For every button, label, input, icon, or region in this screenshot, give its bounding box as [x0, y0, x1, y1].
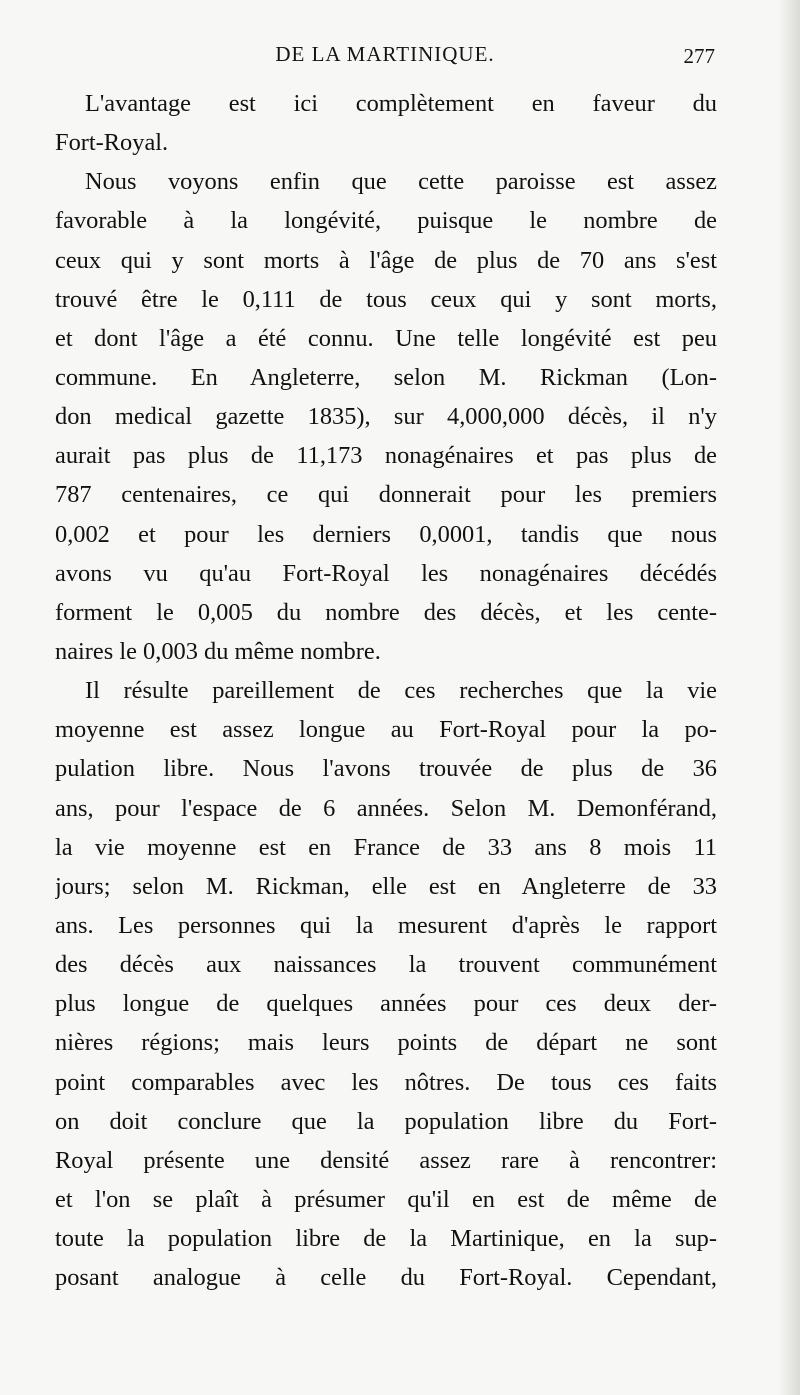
- text-line: ans, pour l'espace de 6 années. Selon M. Demonférand,: [55, 794, 717, 822]
- text-line: favorable à la longévité, puisque le nombre de: [55, 207, 717, 235]
- text-line: naires le 0,003 du même nombre.: [55, 637, 381, 665]
- text-line: trouvé être le 0,111 de tous ceux qui y sont morts,: [55, 285, 717, 313]
- text-line: et dont l'âge a été connu. Une telle longévité est peu: [55, 324, 717, 352]
- text-line: 787 centenaires, ce qui donnerait pour les premiers: [55, 481, 717, 509]
- text-line: plus longue de quelques années pour ces deux der-: [55, 990, 717, 1018]
- text-line: don medical gazette 1835), sur 4,000,000 décès, il n'y: [55, 403, 717, 431]
- text-line: L'avantage est ici complètement en faveur du: [85, 90, 717, 117]
- text-line: ceux qui y sont morts à l'âge de plus de 70 ans s'est: [55, 246, 717, 274]
- text-line: Nous voyons enfin que cette paroisse est assez: [85, 168, 717, 196]
- text-line: des décès aux naissances la trouvent communément: [55, 951, 717, 979]
- text-line: point comparables avec les nôtres. De tous ces faits: [55, 1068, 717, 1096]
- text-line: posant analogue à celle du Fort-Royal. Cependant,: [55, 1264, 717, 1292]
- text-line: moyenne est assez longue au Fort-Royal pour la po-: [55, 716, 717, 744]
- text-line: la vie moyenne est en France de 33 ans 8 mois 11: [55, 833, 717, 861]
- text-line: on doit conclure que la population libre du Fort-: [55, 1107, 717, 1135]
- text-line: nières régions; mais leurs points de départ ne sont: [55, 1029, 717, 1057]
- text-line: avons vu qu'au Fort-Royal les nonagénaires décédés: [55, 559, 717, 587]
- text-line: Il résulte pareillement de ces recherches que la vie: [85, 677, 717, 705]
- page-edge-shadow: [778, 0, 800, 1395]
- text-line: ans. Les personnes qui la mesurent d'après le rapport: [55, 911, 717, 939]
- running-title: DE LA MARTINIQUE.: [275, 42, 495, 66]
- text-line: 0,002 et pour les derniers 0,0001, tandis que nous: [55, 520, 717, 548]
- text-line: toute la population libre de la Martinique, en la sup-: [55, 1225, 717, 1253]
- text-line: Fort-Royal.: [55, 129, 169, 157]
- body-text: [55, 84, 717, 1297]
- text-line: Royal présente une densité assez rare à rencontrer:: [55, 1146, 717, 1174]
- text-line: forment le 0,005 du nombre des décès, et les cente-: [55, 598, 717, 626]
- text-line: jours; selon M. Rickman, elle est en Angleterre de 33: [55, 872, 717, 900]
- text-line: aurait pas plus de 11,173 nonagénaires et pas plus de: [55, 442, 717, 470]
- text-line: pulation libre. Nous l'avons trouvée de plus de 36: [55, 755, 717, 783]
- page-number: 277: [683, 44, 715, 68]
- text-line: [55, 358, 717, 397]
- text-line-lead: commune. En Angleterre, selon M. Rickman (Lon-: [55, 363, 717, 391]
- running-head: [55, 38, 715, 78]
- text-line: et l'on se plaît à présumer qu'il en est de même de: [55, 1185, 717, 1213]
